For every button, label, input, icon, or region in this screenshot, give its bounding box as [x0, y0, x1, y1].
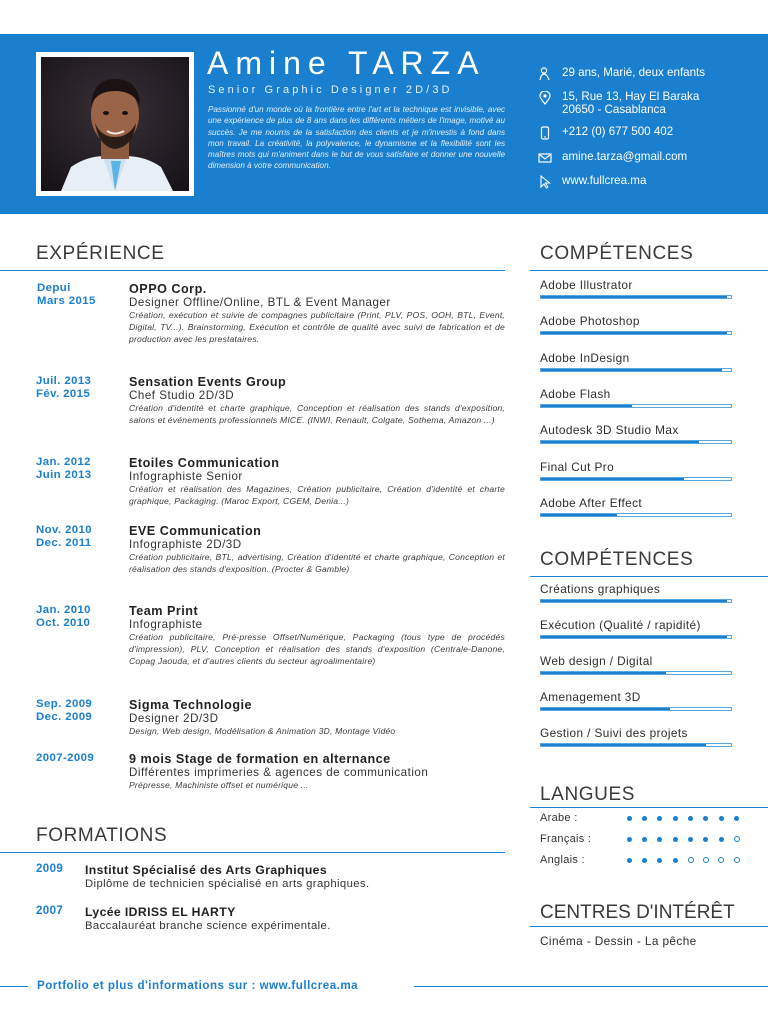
contact-age	[538, 67, 705, 81]
level-dot-filled	[719, 816, 724, 821]
skill-level-fill	[541, 332, 727, 334]
level-dot-filled	[627, 858, 632, 863]
email-icon	[538, 151, 552, 165]
section-title-general-skills: COMPÉTENCES	[540, 549, 694, 570]
section-title-experience: EXPÉRIENCE	[36, 243, 165, 264]
job-title: Senior Graphic Designer 2D/3D	[208, 84, 453, 96]
experience-date-start: 2007-2009	[36, 752, 95, 764]
experience-company: Etoiles Communication	[129, 456, 280, 470]
skill-level-bar	[540, 440, 732, 444]
skill-item	[540, 690, 732, 704]
experience-body	[129, 604, 505, 668]
contact-phone	[538, 126, 673, 140]
contact-website[interactable]	[538, 175, 646, 189]
skill-item	[540, 654, 732, 668]
contact-address-line2: 20650 - Casablanca	[562, 102, 666, 116]
skill-level-fill	[541, 600, 727, 602]
location-pin-icon	[538, 91, 552, 105]
level-dot-filled	[673, 816, 678, 821]
level-dot-filled	[688, 816, 693, 821]
level-dot-empty	[703, 857, 709, 863]
section-title-interests: CENTRES D'INTÉRÊT	[540, 902, 735, 923]
language-label: Anglais :	[540, 854, 585, 866]
formation-body	[85, 905, 505, 933]
language-label: Français :	[540, 833, 592, 845]
experience-company: EVE Communication	[129, 524, 262, 538]
skill-item	[540, 460, 732, 474]
skill-item	[540, 496, 732, 510]
language-label: Arabe :	[540, 812, 578, 824]
experience-description: Design, Web design, Modélisation & Animation 3D, Montage Vidéo	[129, 726, 396, 736]
intro-paragraph: Passionné d'un monde où la frontière entre l'art et la technique est invisible, avec une expérience de plus de 8 ans dans les différents métiers de l'image, motivé au succès. Je me nourris de la satisfaction des clients et je m'investis à fond dans mon travail. La créativité, la polyvalence, le dynamisme et la flexibilité sont les maîtres mots qui m'animent dans le but de vous satisfaire et donner une nouvelle dimension à votre communication.	[208, 105, 505, 171]
skill-level-bar	[540, 707, 732, 711]
experience-date	[37, 282, 127, 308]
experience-date-start: Jan. 2010	[36, 604, 91, 616]
skill-label: Gestion / Suivi des projets	[540, 726, 688, 740]
skill-item	[540, 351, 732, 365]
experience-body	[129, 282, 505, 346]
skill-level-bar	[540, 404, 732, 408]
formation-year: 2009	[36, 863, 64, 875]
level-dot-filled	[642, 837, 647, 842]
skill-label: Adobe Illustrator	[540, 278, 633, 292]
section-divider-formations	[0, 852, 505, 853]
formation-year: 2007	[36, 905, 64, 917]
skill-level-bar	[540, 368, 732, 372]
skill-level-fill	[541, 672, 666, 674]
experience-date	[36, 375, 126, 401]
experience-description: Création, exécution et suivie de compagnes publicitaire (Print, PLV, POS, OOH, BTL, Event, Digital, TV...). Brainstorming, Exécution et contrôle de qualité avec suivi de fabrication et de production avec les prestataires.	[129, 310, 505, 345]
experience-company: Team Print	[129, 604, 199, 618]
section-divider-software-skills	[530, 270, 768, 271]
experience-date-end: Fév. 2015	[36, 388, 91, 400]
cursor-icon	[538, 175, 552, 189]
skill-label: Exécution (Qualité / rapidité)	[540, 618, 701, 632]
experience-role: Designer 2D/3D	[129, 712, 219, 725]
skill-item	[540, 726, 732, 740]
experience-role: Infographiste	[129, 618, 203, 631]
level-dot-filled	[657, 837, 662, 842]
skill-level-fill	[541, 296, 727, 298]
skill-level-bar	[540, 331, 732, 335]
level-dot-filled	[703, 816, 708, 821]
experience-company: Sigma Technologie	[129, 698, 253, 712]
skill-level-bar	[540, 295, 732, 299]
experience-body	[129, 456, 505, 507]
contact-email[interactable]	[538, 151, 687, 165]
experience-date-start: Juil. 2013	[36, 375, 92, 387]
skill-level-bar	[540, 477, 732, 481]
section-divider-interests	[530, 926, 768, 927]
footer-divider-left	[0, 986, 28, 987]
skill-label: Amenagement 3D	[540, 690, 641, 704]
skill-item	[540, 582, 732, 596]
skill-label: Web design / Digital	[540, 654, 653, 668]
level-dot-filled	[642, 816, 647, 821]
level-dot-filled	[688, 837, 693, 842]
skill-level-fill	[541, 405, 632, 407]
experience-date	[36, 524, 126, 550]
interests-text: Cinéma - Dessin - La pêche	[540, 934, 697, 948]
experience-role: Designer Offline/Online, BTL & Event Manager	[129, 296, 391, 309]
level-dot-filled	[657, 816, 662, 821]
level-dot-filled	[734, 816, 739, 821]
footer-portfolio-link[interactable]: Portfolio et plus d'informations sur : www.fullcrea.ma	[37, 979, 359, 992]
experience-date-start: Nov. 2010	[36, 524, 92, 536]
skill-label: Adobe Photoshop	[540, 314, 640, 329]
formation-diploma: Diplôme de technicien spécialisé en arts graphiques.	[85, 878, 370, 890]
skill-label: Adobe After Effect	[540, 495, 643, 510]
formation-body	[85, 863, 505, 891]
experience-role: Infographiste 2D/3D	[129, 538, 242, 551]
experience-body	[129, 752, 505, 791]
person-icon	[538, 67, 552, 81]
level-dot-filled	[719, 837, 724, 842]
contact-website-text[interactable]: www.fullcrea.ma	[562, 174, 647, 187]
experience-role: Infographiste Senior	[129, 470, 243, 483]
experience-description: Création publicitaire, Pré-presse Offset/Numérique, Packaging (tous type de procédés d'impression), PLV, Conception et réalisation des stands d'exposition (Centrale-Danone, Copag Jaouda, et d'autres clients du secteur agroalimentaire)	[129, 632, 505, 667]
skill-level-fill	[541, 708, 670, 710]
contact-age-text: 29 ans, Marié, deux enfants	[562, 66, 706, 79]
section-title-languages: LANGUES	[540, 784, 636, 805]
level-dot-empty	[734, 836, 740, 842]
skill-item	[540, 423, 732, 437]
skill-level-bar	[540, 599, 732, 603]
skill-label: Autodesk 3D Studio Max	[540, 423, 679, 438]
level-dot-filled	[703, 837, 708, 842]
experience-role: Différentes imprimeries & agences de communication	[129, 766, 429, 779]
skill-level-fill	[541, 744, 706, 746]
experience-body	[129, 375, 505, 426]
section-title-software-skills: COMPÉTENCES	[540, 243, 694, 264]
experience-description: Création d'identité et charte graphique, Conception et réalisation des stands d'exposition, salons et événements professionnels MICE. (INWI, Renault, Colgate, Sothema, Amazon ...)	[129, 403, 505, 426]
experience-body	[129, 698, 505, 737]
level-dot-filled	[673, 858, 678, 863]
profile-photo	[41, 57, 189, 191]
level-dot-filled	[673, 837, 678, 842]
skill-label: Final Cut Pro	[540, 459, 615, 474]
formation-school: Lycée IDRISS EL HARTY	[85, 905, 236, 919]
level-dot-empty	[734, 857, 740, 863]
contact-phone-text: +212 (0) 677 500 402	[562, 125, 674, 138]
experience-date-end: Oct. 2010	[36, 617, 91, 629]
skill-label: Créations graphiques	[540, 582, 661, 596]
level-dot-empty	[688, 857, 694, 863]
level-dot-empty	[718, 857, 724, 863]
skill-level-bar	[540, 513, 732, 517]
skill-level-fill	[541, 514, 617, 516]
level-dot-filled	[627, 837, 632, 842]
skill-item	[540, 387, 732, 401]
formation-school: Institut Spécialisé des Arts Graphiques	[85, 863, 328, 877]
skill-level-bar	[540, 635, 732, 639]
level-dot-filled	[657, 858, 662, 863]
experience-body	[129, 524, 505, 575]
contact-address	[538, 91, 699, 116]
section-divider-general-skills	[530, 576, 768, 577]
skill-item	[540, 314, 732, 328]
language-row	[540, 812, 736, 826]
candidate-name: Amine TARZA	[207, 45, 486, 81]
experience-date-start: Depui	[37, 282, 71, 294]
experience-description: Prépresse, Machiniste offset et numérique ...	[129, 780, 309, 790]
level-dot-filled	[627, 816, 632, 821]
experience-company: OPPO Corp.	[129, 282, 207, 296]
language-level-dots	[626, 836, 749, 842]
experience-company: Sensation Events Group	[129, 375, 287, 389]
skill-item	[540, 278, 732, 292]
experience-date	[36, 456, 126, 482]
skill-level-fill	[541, 369, 722, 371]
experience-description: Création et réalisation des Magazines, Création publicitaire, Création d'identité et charte graphique, Packaging. (Maroc Export, CGEM, Denia...)	[129, 484, 505, 507]
skill-level-fill	[541, 636, 727, 638]
skill-label: Adobe InDesign	[540, 350, 630, 365]
language-row	[540, 854, 736, 868]
experience-description: Création publicitaire, BTL, advertising, Création d'identité et charte graphique, Conception et réalisation des stands d'exposition. (Procter & Gamble)	[129, 552, 505, 575]
language-row	[540, 833, 736, 847]
skill-level-bar	[540, 671, 732, 675]
experience-date	[36, 698, 126, 724]
experience-date-start: Jan. 2012	[36, 456, 91, 468]
section-divider-experience	[0, 270, 505, 271]
formation-diploma: Baccalauréat branche science expérimentale.	[85, 920, 331, 932]
contact-address-line1: 15, Rue 13, Hay El Baraka	[562, 90, 700, 103]
footer-divider-right	[414, 986, 768, 987]
experience-date-end: Dec. 2011	[36, 537, 92, 549]
skill-level-bar	[540, 743, 732, 747]
phone-icon	[538, 126, 552, 140]
language-level-dots	[626, 857, 749, 863]
experience-date	[36, 752, 126, 765]
section-divider-languages	[530, 807, 768, 808]
experience-date-start: Sep. 2009	[36, 698, 93, 710]
experience-role: Chef Studio 2D/3D	[129, 389, 235, 402]
experience-date-end: Dec. 2009	[36, 711, 93, 723]
experience-date-end: Mars 2015	[37, 295, 96, 307]
skill-item	[540, 618, 732, 632]
experience-date-end: Juin 2013	[36, 469, 92, 481]
skill-level-fill	[541, 478, 684, 480]
section-title-formations: FORMATIONS	[36, 825, 168, 846]
contact-email-text[interactable]: amine.tarza@gmail.com	[562, 150, 688, 163]
level-dot-filled	[642, 858, 647, 863]
skill-label: Adobe Flash	[540, 386, 611, 401]
language-level-dots	[626, 815, 749, 821]
skill-level-fill	[541, 441, 699, 443]
profile-photo-frame	[36, 52, 194, 196]
experience-date	[36, 604, 126, 630]
experience-company: 9 mois Stage de formation en alternance	[129, 752, 391, 766]
